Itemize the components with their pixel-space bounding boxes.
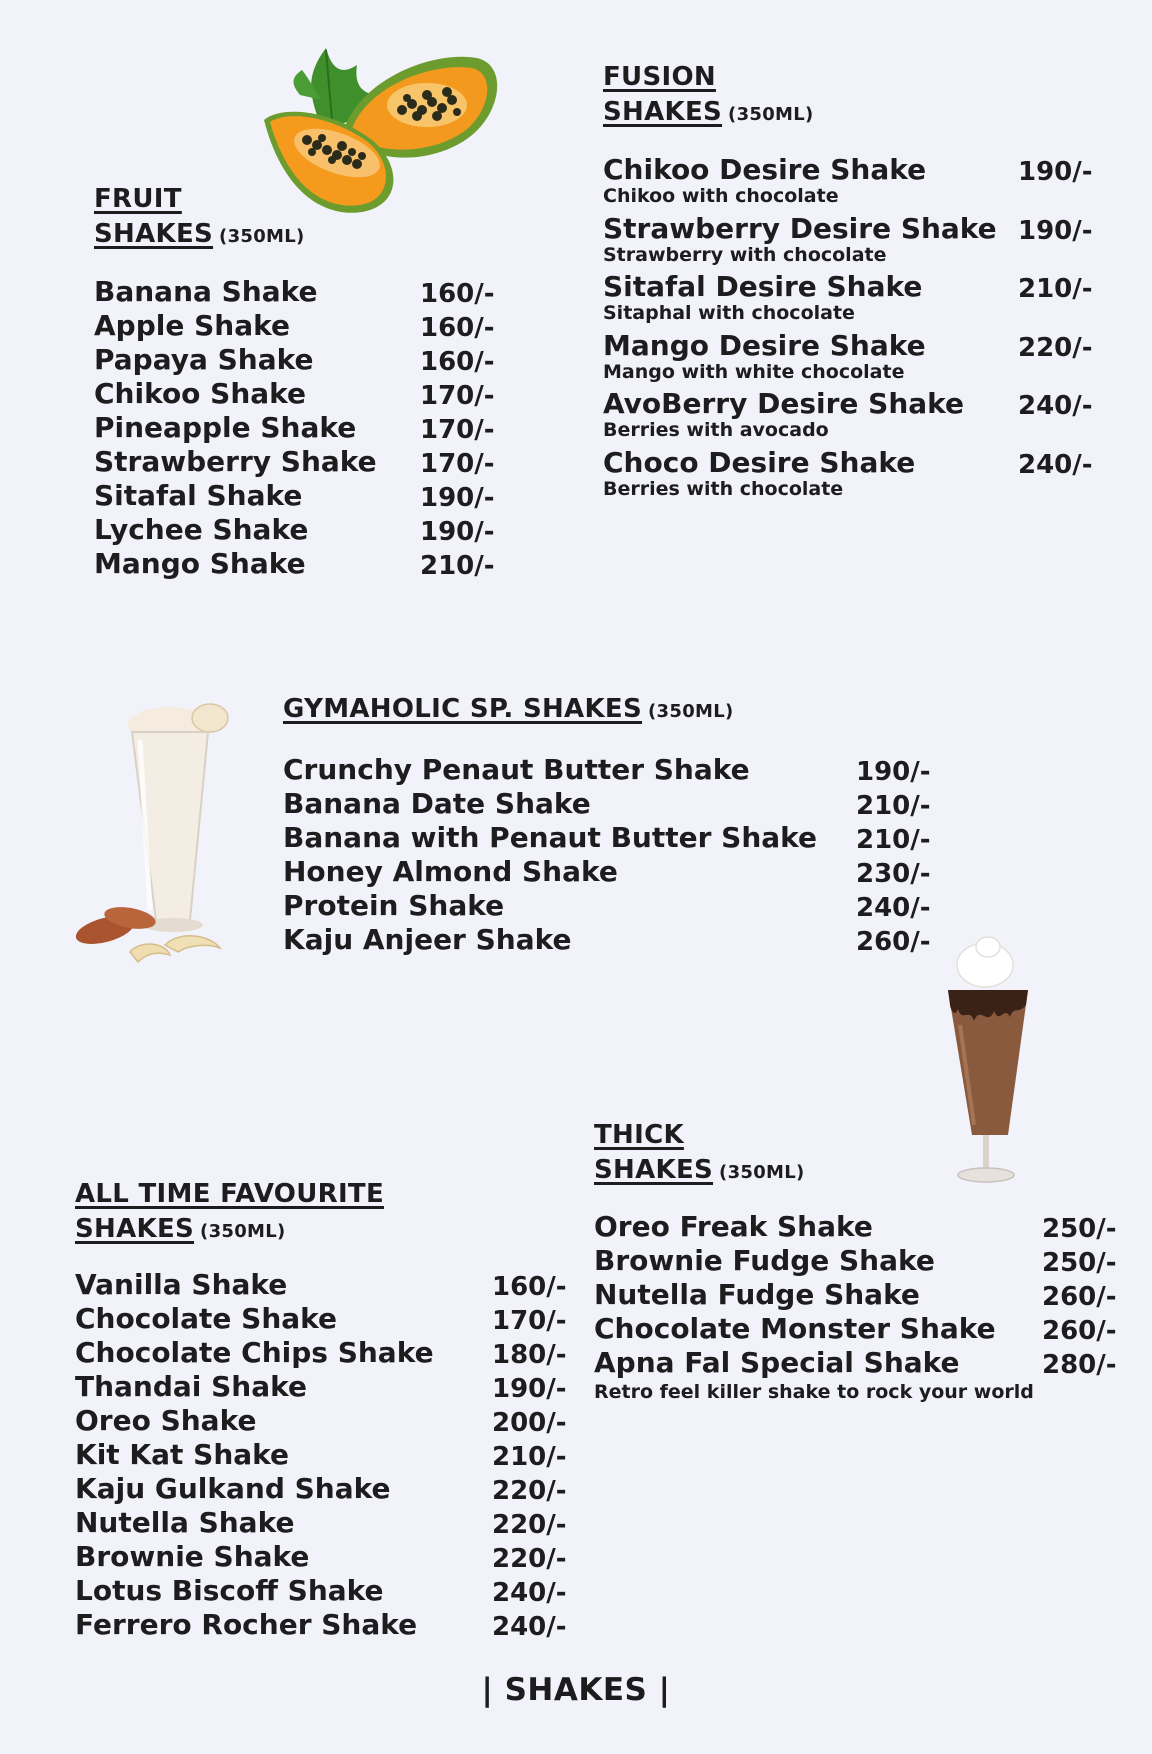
- menu-item-name: Mango Desire Shake: [603, 328, 926, 362]
- menu-item-name: Nutella Fudge Shake: [594, 1278, 920, 1311]
- alltime-volume: (350ML): [200, 1221, 286, 1242]
- menu-item-price: 190/-: [856, 757, 931, 787]
- menu-item-name: Strawberry Shake: [94, 445, 377, 478]
- menu-item-name: Banana Shake: [94, 275, 318, 308]
- menu-item-name: Mango Shake: [94, 547, 306, 580]
- menu-item-price: 240/-: [492, 1578, 567, 1608]
- menu-item-price: 190/-: [420, 517, 495, 547]
- fusion-title-line1: FUSION: [603, 62, 716, 92]
- menu-item-name: Sitafal Shake: [94, 479, 303, 512]
- menu-item-name: Chocolate Chips Shake: [75, 1336, 434, 1369]
- fusion-volume: (350ML): [728, 104, 814, 125]
- menu-item-price: 160/-: [420, 279, 495, 309]
- menu-item-name: Apple Shake: [94, 309, 290, 342]
- fruit-section-title: [94, 182, 305, 254]
- menu-item-price: 240/-: [492, 1612, 567, 1642]
- menu-item-name: Vanilla Shake: [75, 1268, 288, 1301]
- menu-item-price: 190/-: [492, 1374, 567, 1404]
- menu-item-name: Sitafal Desire Shake: [603, 270, 923, 303]
- footer-label: | SHAKES |: [481, 1672, 671, 1708]
- menu-item-price: 260/-: [856, 927, 931, 957]
- fruit-volume: (350ML): [219, 226, 305, 247]
- menu-item-price: 170/-: [420, 415, 495, 445]
- menu-item-name: Banana with Penaut Butter Shake: [283, 821, 818, 854]
- menu-item-price: 210/-: [856, 791, 931, 821]
- fusion-section-title: [603, 60, 814, 132]
- menu-item-name: Brownie Fudge Shake: [594, 1244, 935, 1277]
- menu-item-price: 220/-: [492, 1476, 567, 1506]
- menu-item-name: Kaju Gulkand Shake: [75, 1472, 391, 1505]
- menu-item-name: Oreo Shake: [75, 1404, 257, 1437]
- menu-item-name: Pineapple Shake: [94, 411, 357, 444]
- menu-item-price: 220/-: [492, 1510, 567, 1540]
- menu-item-name: Protein Shake: [283, 889, 505, 922]
- menu-item-price: 190/-: [420, 483, 495, 513]
- menu-item-name: Banana Date Shake: [283, 787, 591, 820]
- menu-item-price: 220/-: [492, 1544, 567, 1574]
- menu-item-name: Nutella Shake: [75, 1506, 295, 1539]
- gym-section-title: [283, 692, 734, 729]
- menu-item-name: Kit Kat Shake: [75, 1438, 290, 1471]
- thick-title-line1: THICK: [594, 1120, 684, 1150]
- menu-item-name: Oreo Freak Shake: [594, 1210, 873, 1243]
- menu-item-description: Strawberry with chocolate: [603, 243, 887, 266]
- menu-item-description: Mango with white chocolate: [603, 360, 905, 383]
- menu-item-name: Kaju Anjeer Shake: [283, 923, 572, 956]
- menu-item-price: 190/-: [1018, 215, 1093, 246]
- menu-item-price: 200/-: [492, 1408, 567, 1438]
- thick-note: Retro feel killer shake to rock your world: [594, 1381, 1034, 1403]
- menu-item-price: 210/-: [492, 1442, 567, 1472]
- fusion-title-line2: SHAKES: [603, 97, 723, 127]
- menu-item-name: Choco Desire Shake: [603, 445, 916, 479]
- thick-volume: (350ML): [719, 1162, 805, 1183]
- thick-title-line2: SHAKES: [594, 1155, 714, 1185]
- menu-item-name: Ferrero Rocher Shake: [75, 1608, 418, 1641]
- menu-item-name: Chocolate Shake: [75, 1302, 338, 1335]
- menu-item-price: 160/-: [420, 313, 495, 343]
- menu-item-price: 260/-: [1042, 1282, 1117, 1312]
- alltime-title-line2: SHAKES: [75, 1214, 195, 1244]
- menu-item-name: Thandai Shake: [75, 1370, 307, 1403]
- menu-item-price: 260/-: [1042, 1316, 1117, 1346]
- vanilla-shake-icon: [70, 690, 245, 975]
- menu-item-price: 170/-: [420, 449, 495, 479]
- thick-section-title: [594, 1118, 805, 1190]
- menu-item-price: 190/-: [1018, 157, 1093, 187]
- menu-item-price: 240/-: [1018, 391, 1093, 421]
- menu-item-price: 250/-: [1042, 1214, 1117, 1244]
- menu-item-name: Lychee Shake: [94, 513, 309, 546]
- menu-item-name: AvoBerry Desire Shake: [603, 387, 965, 420]
- fruit-title-line2: SHAKES: [94, 219, 214, 249]
- menu-item-price: 210/-: [856, 825, 931, 855]
- menu-item-name: Papaya Shake: [94, 343, 314, 376]
- menu-item-name: Brownie Shake: [75, 1540, 310, 1573]
- alltime-section-title: [75, 1177, 384, 1249]
- menu-item-description: Chikoo with chocolate: [603, 185, 839, 207]
- menu-item-price: 230/-: [856, 859, 931, 889]
- menu-item-price: 240/-: [1018, 449, 1093, 480]
- menu-item-price: 220/-: [1018, 332, 1093, 363]
- menu-item-description: Sitaphal with chocolate: [603, 302, 855, 324]
- gym-volume: (350ML): [648, 701, 734, 722]
- menu-item-price: 160/-: [492, 1272, 567, 1302]
- menu-item-name: Apna Fal Special Shake: [594, 1346, 960, 1379]
- menu-item-price: 160/-: [420, 347, 495, 377]
- chocolate-shake-icon: [930, 935, 1040, 1195]
- menu-item-price: 280/-: [1042, 1350, 1117, 1380]
- menu-item-name: Chikoo Desire Shake: [603, 153, 927, 186]
- menu-item-price: 240/-: [856, 893, 931, 923]
- menu-item-name: Chikoo Shake: [94, 377, 307, 410]
- alltime-title-line1: ALL TIME FAVOURITE: [75, 1179, 385, 1209]
- fruit-title-line1: FRUIT: [94, 184, 182, 214]
- menu-item-name: Crunchy Penaut Butter Shake: [283, 753, 750, 786]
- menu-item-name: Lotus Biscoff Shake: [75, 1574, 384, 1607]
- gym-title: GYMAHOLIC SP. SHAKES: [283, 694, 643, 724]
- menu-item-price: 180/-: [492, 1340, 567, 1370]
- menu-item-name: Strawberry Desire Shake: [603, 211, 997, 245]
- menu-item-name: Honey Almond Shake: [283, 855, 618, 888]
- menu-item-name: Chocolate Monster Shake: [594, 1312, 996, 1345]
- menu-item-price: 170/-: [420, 381, 495, 411]
- menu-item-description: Berries with chocolate: [603, 477, 844, 500]
- menu-item-description: Berries with avocado: [603, 419, 829, 441]
- menu-item-price: 250/-: [1042, 1248, 1117, 1278]
- menu-item-price: 210/-: [1018, 274, 1093, 304]
- menu-item-price: 170/-: [492, 1306, 567, 1336]
- menu-item-price: 210/-: [420, 551, 495, 581]
